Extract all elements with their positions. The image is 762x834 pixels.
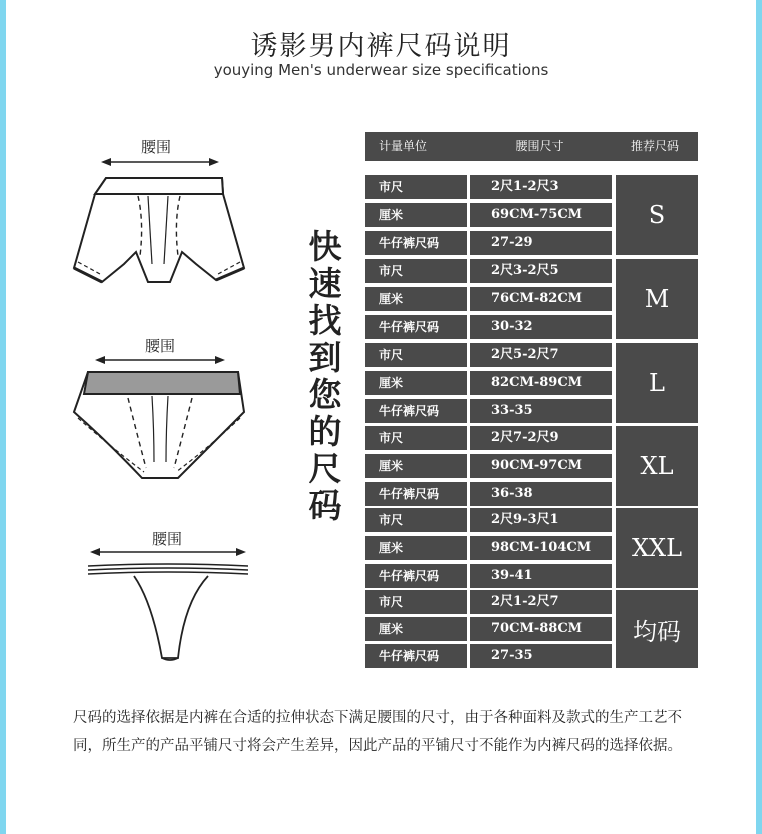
table-row-value: 36-38 xyxy=(470,482,612,506)
table-row-unit: 牛仔裤尺码 xyxy=(365,399,467,423)
size-note-paragraph: 尺码的选择依据是内裤在合适的拉伸状态下满足腰围的尺寸，由于各种面料及款式的生产工艺不同，所生产的产品平铺尺寸将会产生差异，因此产品的平铺尺寸不能作为内裤尺码的选择依据。 xyxy=(73,710,682,754)
vertical-char: 速 xyxy=(308,264,342,303)
size-cell: XXL xyxy=(616,508,698,588)
table-row-unit: 牛仔裤尺码 xyxy=(365,231,467,255)
left-edge-bar xyxy=(0,0,6,834)
table-row-unit: 牛仔裤尺码 xyxy=(365,482,467,506)
table-row-unit: 厘米 xyxy=(365,287,467,311)
brief-illustration xyxy=(68,350,252,490)
table-row-value: 90CM-97CM xyxy=(470,454,612,478)
table-row-value: 30-32 xyxy=(470,315,612,339)
vertical-char: 尺 xyxy=(308,449,342,488)
table-row-value: 33-35 xyxy=(470,399,612,423)
vertical-char: 的 xyxy=(308,412,342,451)
table-row-unit: 厘米 xyxy=(365,371,467,395)
table-row-unit: 市尺 xyxy=(365,175,467,199)
vertical-char: 找 xyxy=(308,301,342,340)
waist-label-thong: 腰围 xyxy=(152,530,183,548)
table-row-value: 39-41 xyxy=(470,564,612,588)
table-row-value: 98CM-104CM xyxy=(470,536,612,560)
waist-label-brief: 腰围 xyxy=(145,337,176,355)
table-row-unit: 厘米 xyxy=(365,203,467,227)
table-row-unit: 市尺 xyxy=(365,590,467,614)
size-cell: M xyxy=(616,259,698,339)
thong-illustration xyxy=(84,542,254,668)
waist-label-boxer: 腰围 xyxy=(141,138,172,156)
size-cell: 均码 xyxy=(616,590,698,668)
table-row-value: 27-29 xyxy=(470,231,612,255)
table-row-value: 76CM-82CM xyxy=(470,287,612,311)
size-cell: S xyxy=(616,175,698,255)
table-row-value: 82CM-89CM xyxy=(470,371,612,395)
header-size: 推荐尺码 xyxy=(612,132,698,161)
table-row-unit: 厘米 xyxy=(365,454,467,478)
table-row-value: 2尺9-3尺1 xyxy=(470,508,612,532)
page-title: 诱影男内裤尺码说明 xyxy=(250,31,512,62)
table-row-unit: 市尺 xyxy=(365,426,467,450)
table-row-value: 2尺7-2尺9 xyxy=(470,426,612,450)
table-row-value: 70CM-88CM xyxy=(470,617,612,641)
table-row-value: 2尺3-2尺5 xyxy=(470,259,612,283)
table-row-value: 27-35 xyxy=(470,644,612,668)
boxer-brief-illustration xyxy=(68,152,252,302)
table-row-value: 2尺1-2尺3 xyxy=(470,175,612,199)
right-edge-bar xyxy=(756,0,762,834)
table-row-unit: 市尺 xyxy=(365,343,467,367)
vertical-char: 快 xyxy=(308,227,342,266)
vertical-char: 到 xyxy=(308,338,342,377)
table-row-unit: 厘米 xyxy=(365,617,467,641)
size-cell: L xyxy=(616,343,698,423)
table-row-value: 69CM-75CM xyxy=(470,203,612,227)
header-waist: 腰围尺寸 xyxy=(467,132,612,161)
table-row-unit: 牛仔裤尺码 xyxy=(365,564,467,588)
table-row-unit: 厘米 xyxy=(365,536,467,560)
vertical-char: 您 xyxy=(308,375,342,414)
table-row-value: 2尺1-2尺7 xyxy=(470,590,612,614)
table-row-unit: 牛仔裤尺码 xyxy=(365,315,467,339)
table-row-unit: 牛仔裤尺码 xyxy=(365,644,467,668)
vertical-char: 码 xyxy=(308,486,342,525)
page-subtitle: youying Men's underwear size specifications xyxy=(213,61,549,79)
vertical-heading xyxy=(305,228,345,524)
header-unit: 计量单位 xyxy=(365,132,467,161)
table-row-unit: 市尺 xyxy=(365,259,467,283)
table-row-unit: 市尺 xyxy=(365,508,467,532)
table-row-value: 2尺5-2尺7 xyxy=(470,343,612,367)
size-cell: XL xyxy=(616,426,698,506)
